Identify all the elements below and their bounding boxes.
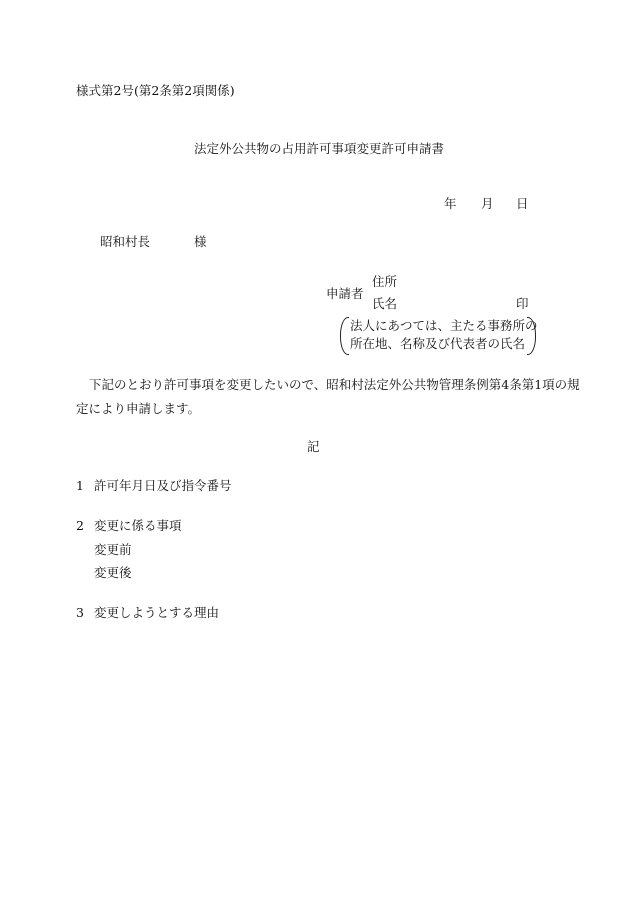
name-label: 氏名 [372,296,398,311]
item-sub-before-change: 変更前 [94,542,132,557]
item-number: 2 [76,518,84,533]
address-label: 住所 [372,274,398,289]
date-year-label: 年 [444,196,457,211]
body-text-line1: 下記のとおり許可事項を変更したいので、昭和村法定外公共物管理条例第4条第1項の規 [89,377,580,392]
item-label-changed-matters: 変更に係る事項 [94,518,182,533]
item-label-permit-date: 許可年月日及び指令番号 [94,478,232,493]
applicant-label: 申請者 [326,286,364,301]
left-paren-icon [340,317,349,355]
ki-heading: 記 [307,439,320,454]
date-day-label: 日 [516,196,529,211]
body-text-line2: 定により申請します。 [76,401,201,416]
item-sub-after-change: 変更後 [94,565,132,580]
corporation-note-line1: 法人にあつては、主たる事務所の [350,318,538,333]
seal-mark: 印 [516,296,529,311]
item-number: 3 [76,605,84,620]
addressee-honorific: 様 [194,234,207,249]
page-title: 法定外公共物の占用許可事項変更許可申請書 [194,141,445,156]
item-number: 1 [76,478,84,493]
item-label-reason: 変更しようとする理由 [94,605,220,620]
corporation-note-line2: 所在地、名称及び代表者の氏名 [350,336,526,351]
date-month-label: 月 [481,196,494,211]
corporation-note [340,317,536,355]
form-number: 様式第2号(第2条第2項関係) [76,83,235,98]
addressee-name: 昭和村長 [100,234,151,249]
